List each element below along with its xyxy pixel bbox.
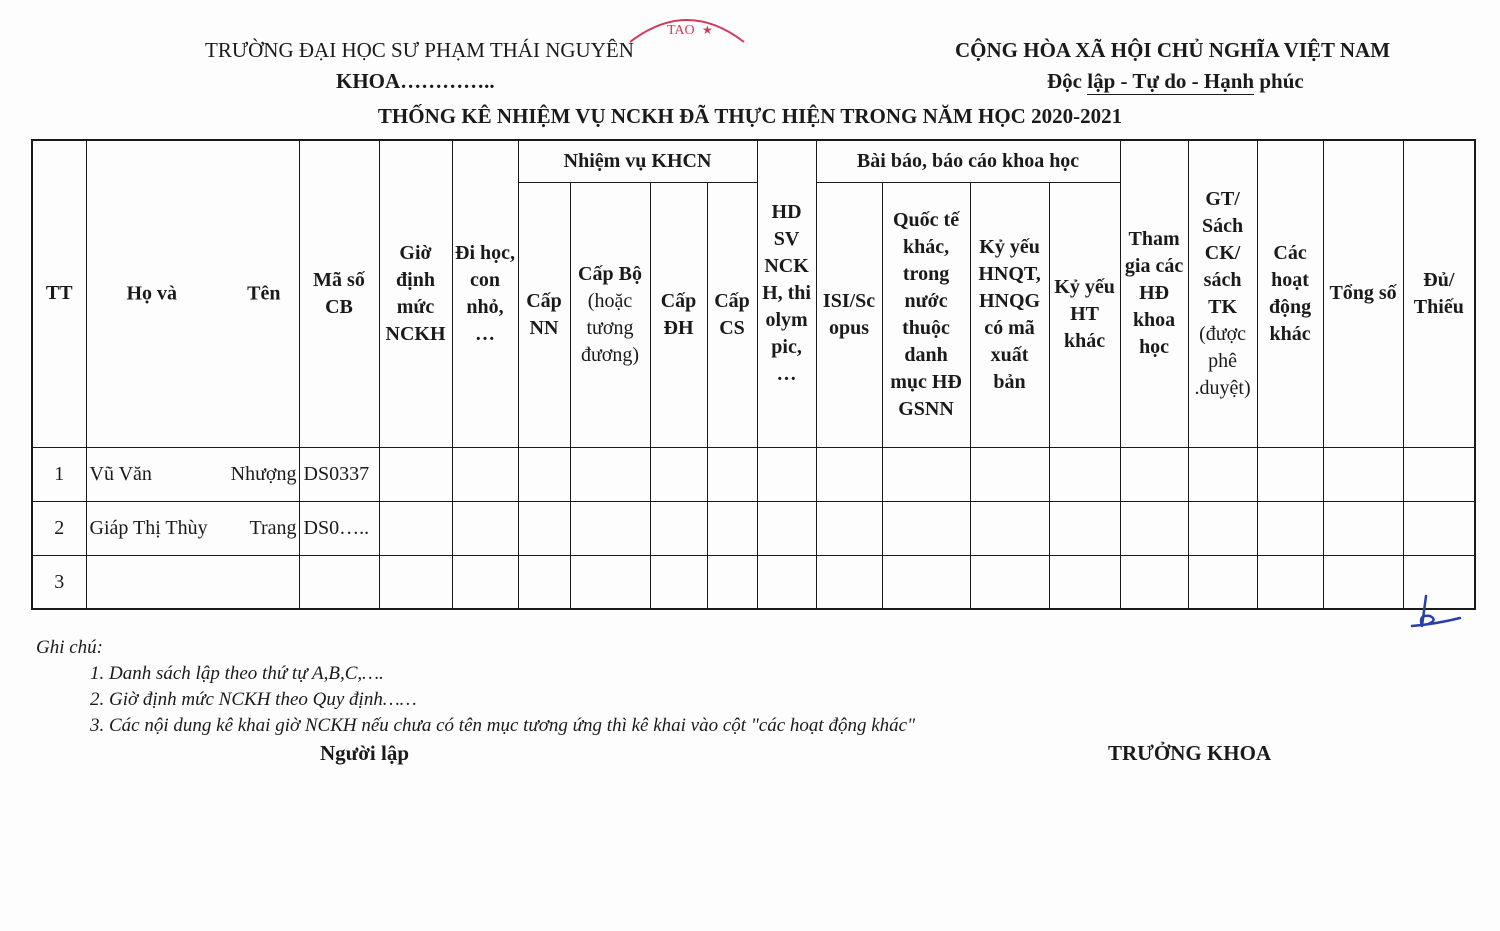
table-row (32, 501, 1475, 555)
statistics-table (31, 139, 1476, 610)
notes-title: Ghi chú: (36, 637, 104, 658)
header-tt: TT (32, 140, 86, 447)
row-tt: 1 (32, 447, 86, 501)
table-row (32, 447, 1475, 501)
row-code (299, 555, 379, 609)
national-motto: Độc lập - Tự do - Hạnh phúc (1047, 69, 1304, 93)
stamp-text: TAO (667, 23, 695, 38)
header-tong-so: Tổng số (1323, 140, 1403, 447)
header-group-khcn: Nhiệm vụ KHCN (518, 140, 757, 182)
row-tt: 2 (32, 501, 86, 555)
header-ma-so: Mã số CB (299, 140, 379, 447)
faculty-name: KHOA………….. (336, 69, 495, 93)
header-tham-gia: Tham gia các HĐ khoa học (1120, 140, 1188, 447)
header-cap-cs: Cấp CS (707, 182, 757, 447)
header-ky-yeu-hnqt: Kỷ yếu HNQT, HNQG có mã xuất bản (970, 182, 1049, 447)
row-code: DS0337 (299, 447, 379, 501)
row-name: Vũ Văn Nhượng (86, 447, 299, 501)
row-name: Giáp Thị Thùy Trang (86, 501, 299, 555)
header-gt-sach: GT/ Sách CK/ sách TK (được phê .duyệt) (1188, 140, 1257, 447)
document-title: THỐNG KÊ NHIỆM VỤ NCKH ĐÃ THỰC HIỆN TRONG NĂM HỌC 2020-2021 (377, 104, 1123, 128)
red-stamp-fragment (622, 6, 752, 46)
header-group-bai-bao: Bài báo, báo cáo khoa học (816, 140, 1120, 182)
row-tt: 3 (32, 555, 86, 609)
note-item: 3. Các nội dung kê khai giờ NCKH nếu chưa có tên mục tương ứng thì kê khai vào cột "các hoạt động khác" (90, 715, 916, 736)
note-item: 1. Danh sách lập theo thứ tự A,B,C,…. (90, 663, 384, 684)
header-cap-dh: Cấp ĐH (650, 182, 707, 447)
header-gio-dinh-muc: Giờ định mức NCKH (379, 140, 452, 447)
header-du-thieu: Đủ/ Thiếu (1403, 140, 1475, 447)
note-item: 2. Giờ định mức NCKH theo Quy định…… (90, 689, 417, 710)
header-isi-scopus: ISI/Sc opus (816, 182, 882, 447)
header-quoc-te: Quốc tế khác, trong nước thuộc danh mục HĐ GSNN (882, 182, 970, 447)
header-di-hoc: Đi học, con nhỏ, … (452, 140, 518, 447)
header-cap-bo: Cấp Bộ (hoặc tương đương) (570, 182, 650, 447)
header-ho-ten: Họ và Tên (86, 140, 299, 447)
signature-dean-label: TRƯỞNG KHOA (1108, 741, 1272, 765)
nation-name: CỘNG HÒA XÃ HỘI CHỦ NGHĨA VIỆT NAM (955, 38, 1391, 62)
row-code: DS0….. (299, 501, 379, 555)
header-hd-sv: HD SV NCK H, thi olym pic, … (757, 140, 816, 447)
header-cac-hoat-dong: Các hoạt động khác (1257, 140, 1323, 447)
header-cap-nn: Cấp NN (518, 182, 570, 447)
school-name: TRƯỜNG ĐẠI HỌC SƯ PHẠM THÁI NGUYÊN (205, 38, 634, 62)
signature-mark (1408, 592, 1468, 632)
svg-text:★: ★ (702, 23, 713, 37)
row-name (86, 555, 299, 609)
signature-preparer-label: Người lập (320, 741, 409, 765)
table-row (32, 555, 1475, 609)
header-ky-yeu-ht: Kỷ yếu HT khác (1049, 182, 1120, 447)
